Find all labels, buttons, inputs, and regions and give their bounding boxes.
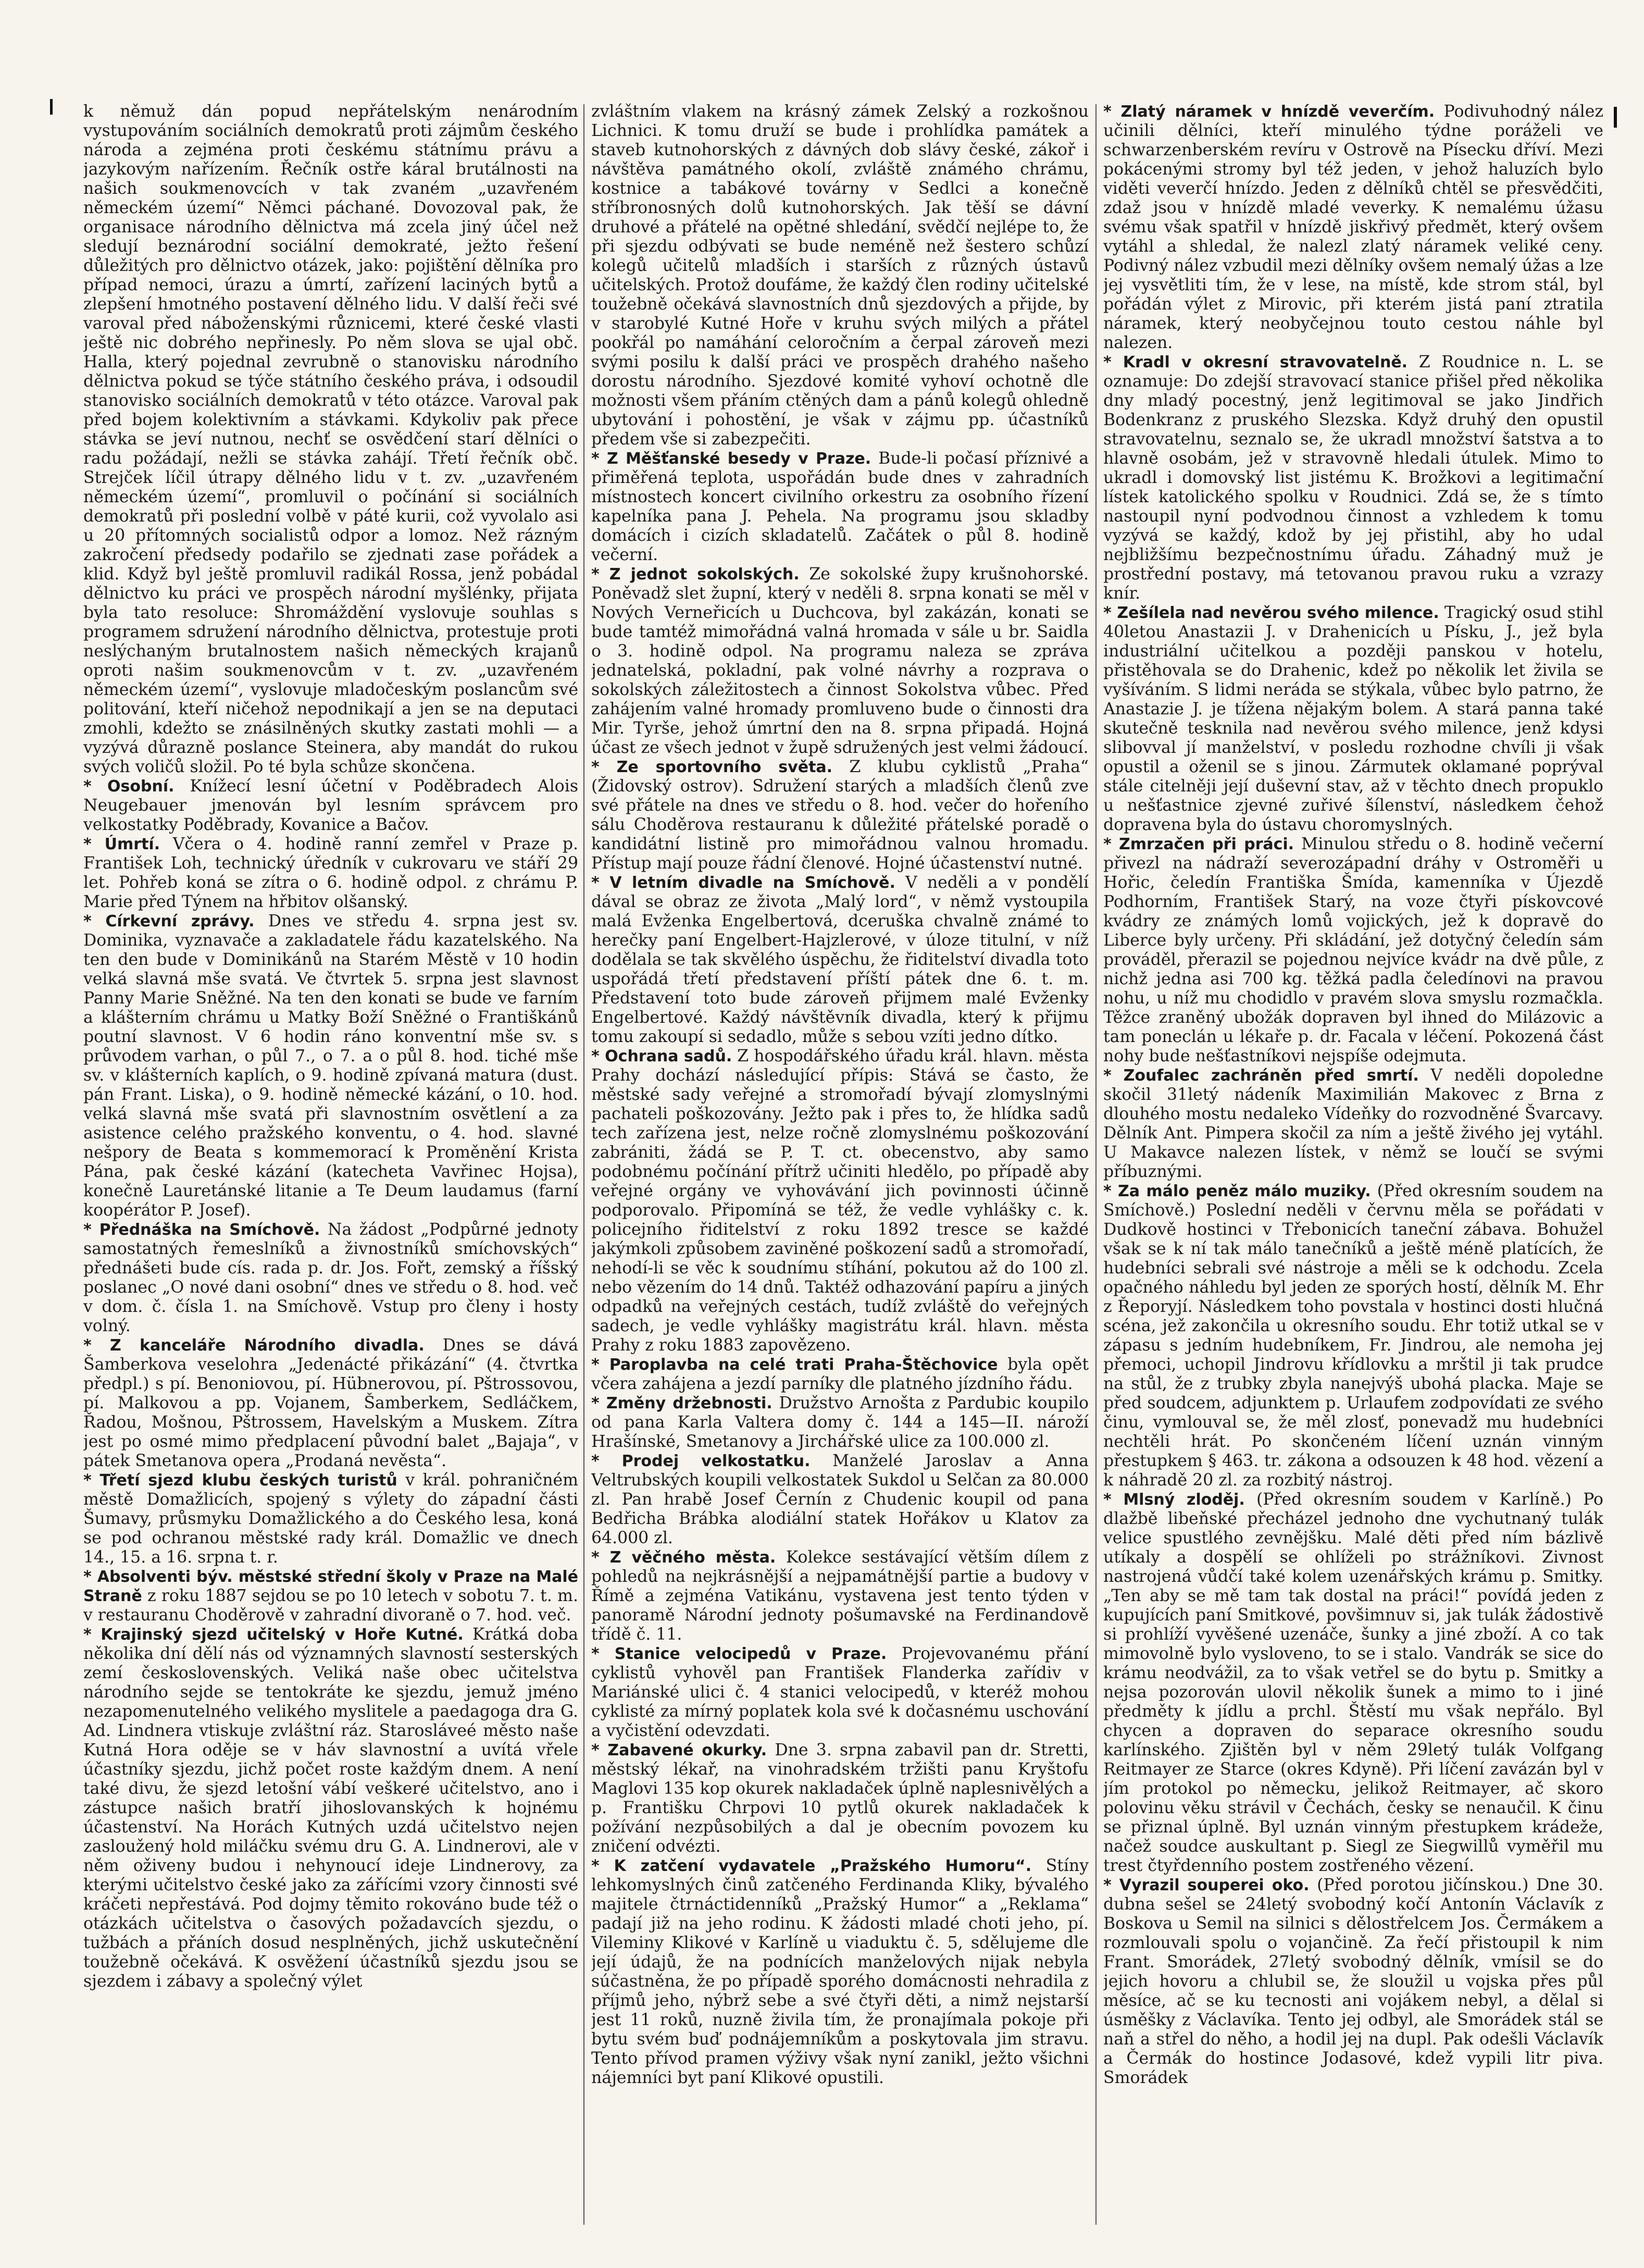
news-item bbox=[83, 1336, 578, 1471]
news-item-headline: * Zabavené okurky. bbox=[591, 1741, 767, 1759]
news-item bbox=[83, 912, 578, 1220]
text-column-3 bbox=[1103, 102, 1603, 2233]
news-item-body: Krátká doba několika dní dělí nás od významných slavností sesterských zemí československých. Veliká naše obec učitelstva národního sejde se tentokráte ke sjezdu, jemuž jméno nezapomenutelného velikého myslitele a paedagoga dra G. Ad. Lindnera vtiskuje zvláštní ráz. Starosláveé město naše Kutná Hora oděje se v háv slavnostní a uvítá vřele účastníky sjezdu, jichž počet roste každým dnem. A není také divu, že sjezd letošní vábí veškeré učitelstvo, ano i zástupce našich bratří jihoslovanských k hojnému účastenství. Na Horách Kutných uzdá učitelstvo nejen zasloužený hold miláčku svému dru G. A. Lindnerovi, ale v něm oživeny budou i nehynoucí ideje Lindnerovy, za kterými učitelstvo české jako za zářícími vzory činnosti své kráčeti nepřestává. Pod dojmy těmito rokováno bude též o otázkách učitelstva o časových požadavcích sjezdu, o tužbách a přáních dosud nesplněných, jichž uskutečnění toužebně očekává. K osvěžení účastníků sjezdu jsou se sjezdem i zábavy a společný výlet bbox=[83, 1625, 578, 1991]
scan-edge-mark bbox=[1614, 107, 1617, 128]
news-item-body: Družstvo Arnošta z Pardubic koupilo od pana Karla Valtera domy č. 144 a 145—II. nároží Hrašínské, Smetanovy a Jirchářské ulice za 100.000 zl. bbox=[591, 1394, 1089, 1451]
news-item-body: Včera o 4. hodině ranní zemřel v Praze p. František Loh, technický úředník v cukrovaru ve stáří 29 let. Pohřeb koná se zítra o 6. hodině odpol. z chrámu P. Marie před Týnem na hřbitov olšanský. bbox=[83, 835, 578, 911]
news-item-headline: * Mlsný zloděj. bbox=[1103, 1491, 1245, 1509]
news-item-body: Z klubu cyklistů „Praha“ (Židovský ostrov). Sdružení starých a mladších členů zve své přátele na dnes ve středu o 8. hod. večer do hořeního sálu Choděrova restauranu k důležité přátelské poradě o kandidátní listině pro mimořádnou valnou hromadu. Přístup mají pouze řádní členové. Hojné účastenství nutné. bbox=[591, 758, 1089, 873]
news-item bbox=[591, 1394, 1089, 1452]
news-item bbox=[591, 758, 1089, 873]
news-item bbox=[591, 1452, 1089, 1548]
news-item-headline: * Třetí sjezd klubu českých turistů bbox=[83, 1471, 397, 1490]
news-item-headline: * Prodej velkostatku. bbox=[591, 1452, 811, 1470]
news-item-body: Stíny lehkomyslných činů zatčeného Ferdinanda Kliky, bývalého majitele čtrnáctidenníků „Pražský Humor“ a „Reklama“ padají již na jeho rodinu. K žádosti mladé choti jeho, pí. Vileminy Klikové v Karlíně u viaduktu č. 5, sdělujeme dle její údajů, že na podnících manželových nijak nebyla súčastněna, že po případě sporého domácnosti nehradila z příjmů jeho, nýbrž sebe a své čtyři děti, a nimž nejstarší jest 11 roků, nuzně živila tím, že pronajímala pokoje při bytu svém buď podnájemníkům a poskytovala jim stravu. Tento přívod pramen výživy však nyní zanikl, ježto všichni nájemníci byt paní Klikové opustili. bbox=[591, 1856, 1089, 2087]
news-item-body: Dnes se dává Šamberkova veselohra „Jedenácté přikázání“ (4. čtvrtka předpl.) s pí. Benoniovou, pí. Hübnerovou, pí. Pštrossovou, pí. Malkovou a pp. Vojanem, Šamberkem, Sedláčkem, Řadou, Mošnou, Pštrossem, Havelským a Muskem. Zítra jest po osmé mimo předplacení původní balet „Bajaja“, v pátek Smetanova opera „Prodaná nevěsta“. bbox=[83, 1336, 578, 1470]
news-item-headline: * Z jednot sokolských. bbox=[591, 565, 800, 584]
news-item-body: byla opět včera zahájena a jezdí parníky dle platného jízdního řádu. bbox=[591, 1355, 1089, 1393]
news-item-headline: * Zmrzačen při práci. bbox=[1103, 835, 1294, 853]
news-item-body: Z Roudnice n. L. se oznamuje: Do zdejší stravovací stanice přišel před několika dny mladý pocestný, jenž legitimoval se jako Jindřich Bodenkranz z pruského Slezska. Když druhý den opustil stravovatelnu, seznalo se, že ukradl množství šatstva a to hlavně osobám, jež v stravovně hledali útulek. Mimo to ukradl i domovský list jistému K. Brožkovi a legitimační lístek katolického spolku v Roudnici. Zdá se, že s tímto nastoupil nyní podvodnou činnost a vzhledem k tomu vyzývá se každý, kdož by jej přistihl, aby ho udal nejbližšímu bezpečnostnímu úřadu. Záhadný muž je prostřední postavy, má tetovanou pravou ruku a vzrazy knír. bbox=[1103, 353, 1603, 603]
news-item bbox=[83, 1471, 578, 1567]
news-item-body: Tragický osud stihl 40letou Anastazii J. v Drahenicích u Písku, J., jež byla industriální učitelkou a později panskou v hotelu, přistěhovala se do Drahenic, kdež po několik let živila se vyšíváním. S lidmi neráda se stýkala, vůbec bylo patrno, že Anastazie J. je tížena nějakým bolem. A stará panna také skutečně tesknila nad nevěrou svého milence, jenž kdysi slibovval jí manželství, v posledu rozhodne chvíli ji však opustil a oženil se s jinou. Zármutek oklamané poprýval stále citelněji její duševní stav, až v těchto dnech propuklo u nešťastnice zjevné zuřivé šílenství, následkem čehož dopravena byla do ústavu choromyslných. bbox=[1103, 603, 1603, 834]
news-item-headline: * Krajinský sjezd učitelský v Hoře Kutné. bbox=[83, 1626, 464, 1644]
news-item-body: Knížecí lesní účetní v Poděbradech Alois Neugebauer jmenován byl lesním správcem pro velkostatky Poděbrady, Kovanice a Bačov. bbox=[83, 777, 578, 834]
news-item-body: Manželé Jaroslav a Anna Veltrubských koupili velkostatek Sukdol u Selčan za 80.000 zl. Pan hrabě Josef Černín z Chudenic koupil od pana Bedřicha Brábka alodiální statek Hořákov u Klatov za 64.000 zl. bbox=[591, 1452, 1089, 1547]
news-item-headline: * Osobní. bbox=[83, 777, 175, 796]
news-item-headline: * Ochrana sadů. bbox=[591, 1047, 732, 1065]
news-item-body: Kolekce sestávající větším dílem z pohledů na nejkrásnější a nejpamátnější partie a budovy v Římě a zejména Vatikánu, vystavena jest tento týden v panoramě Národní jednoty pošumavské na Ferdinandově třídě č. 11. bbox=[591, 1548, 1089, 1644]
news-item-body: Minulou středu o 8. hodině večerní přivezl na nádraží severozápadní dráhy v Ostroměři u Hořic, čeledín Františka Šmída, kamenníka v Újezdě Podhorním, František Starý, na voze čtyři pískovcové kvádry ze známých lomů vojických, jež k dopravě do Liberce byly určeny. Při skládání, jež dotyčný čeledín sám prováděl, přerazil se pojednou nejvíce kvádr na dvě půle, z nichž jedna asi 700 kg. těžká padla čeledínovi na pravou nohu, u níž mu chodidlo v pravém slova smyslu rozmačkla. Těžce zraněný ubožák dopraven byl ihned do Milázovic a tam poneclán u lékaře p. dr. Facala v léčení. Pokozená část nohy bude nešťastníkovi nejspíše odejmuta. bbox=[1103, 835, 1603, 1065]
news-item bbox=[1103, 1182, 1603, 1490]
news-item bbox=[591, 1644, 1089, 1741]
news-item-body: Projevovanému přání cyklistů vyhověl pan František Flanderka zařídiv v Mariánské ulici č. 4 stanici velocipedů, v kteréž mohou cyklisté za mírný poplatek kola své k dočasnému uschování a vyčistění odevzdati. bbox=[591, 1644, 1089, 1740]
news-item-headline: * Kradl v okresní stravovatelně. bbox=[1103, 353, 1408, 371]
news-item-headline: * V letním divadle na Smíchově. bbox=[591, 874, 895, 892]
news-item-body: zvláštním vlakem na krásný zámek Zelský a rozkošnou Lichnici. K tomu druží se bude i prohlídka památek a staveb kutnohorských z dávných dob slávy české, zákoř i návštěva památného okolí, zvláště známého chrámu, kostnice a tabákové továrny v Sedlci a konečně stříbronosných dolů kutnohorských. Jak těší se dávní druhové a přátelé na opětné shledání, svědčí nejlépe to, že při sjezdu odbývati se bude neméně než šestero schůzí kolegů učitelů mladších i starších z různých ústavů učitelských. Protož doufáme, že každý člen rodiny učitelské toužebně očekává slavnostních dnů sjezdových a přijde, by v starobylé Kutné Hoře v kruhu svých milých a přátel pookřál po namáhání celoročním a čerpal zároveň mezi svými posilu k další práci ve prospěch drahého našeho dorostu národního. Sjezdové komité vyhoví ochotně dle možnosti všem přáním ctěných dam a pánů kolegů ohledně ubytování i pohostění, je však v zájmu pp. účastníků předem vše si zabezpečiti. bbox=[591, 102, 1089, 449]
news-item-body: (Před okresním soudem na Smíchově.) Poslední neděli v červnu měla se pořádati v Dudkově hostinci v Třebonicích taneční zábava. Bohužel však se k ní tak málo tanečníků a ještě méně platících, že hudebníci sebrali své nástroje a měli se k odchodu. Zcela opačného náhledu byl jeden ze sporých hostí, dělník M. Ehr z Řeporyjí. Následkem toho povstala v hostinci dosti hlučná scéna, jež zakončila u okresního soudu. Ehr totiž utkal se v zápasu s jedním hudebníkem, Fr. Jindrou, ale nemoha jej přemoci, uchopil Jindrovu křídlovku a mrštil ji tak prudce na stůl, že z trubky zbyla nanejvýš ubohá placka. Maje se před soudcem, adjunktem p. Urlaufem zodpovídati ze svého činu, vymlouval se, že měl zlosť, ponevadž mu hudebníci nechtěli hrát. Po skončeném líčení uznán vinným přestupkem § 463. tr. zákona a odsouzen k 48 hod. vězení a k náhradě 20 zl. za rozbitý nástroj. bbox=[1103, 1182, 1603, 1490]
news-item-body: Podivuhodný nález učinili dělníci, kteří minulého týdne poráželi ve schwarzenberském revíru v Ostrově na Písecku dříví. Mezi pokácenými stromy byl též jeden, v jehož haluzích bylo viděti veverčí hnízdo. Jeden z dělníků chtěl se přesvědčiti, zdaž jsou v hnízdě mladé veverky. K nemalému úžasu svému však spatřil v hnízdě jiskřivý předmět, který ovšem vytáhl a shledal, že nalezl zlatý náramek veliké ceny. Podivný nález vzbudil mezi dělníky ovšem nemalý úžas a lze jej vysvětliti tím, že v lese, na místě, kde strom stál, byl pořádán výlet z Mirovic, při kterém jistá paní ztratila náramek, který neobyčejnou touto cestou náhle byl nalezen. bbox=[1103, 102, 1603, 352]
column-divider bbox=[1095, 104, 1097, 2225]
news-item bbox=[1103, 1066, 1603, 1182]
news-item bbox=[1103, 1876, 1603, 2088]
news-item-body: Dne 3. srpna zabavil pan dr. Stretti, městský lékař, na vinohradském tržišti panu Kryštofu Maglovi 135 kop okurek nakladaček úplně naplesnivělých a p. Františku Chrpovi 10 pytlů okurek nakladaček k požívání nezpůsobilých a dal je obecním povozem ku zničení odvézti. bbox=[591, 1741, 1089, 1856]
news-item-headline: * Absolventi býv. městské střední školy v Praze na Malé Straně bbox=[83, 1568, 578, 1605]
news-item bbox=[591, 565, 1089, 758]
news-item bbox=[83, 102, 578, 777]
news-item-headline: * Z Měšťanské besedy v Praze. bbox=[591, 450, 871, 468]
news-item-headline: * Změny držebnosti. bbox=[591, 1394, 773, 1412]
news-item-headline: * Za málo peněz málo muziky. bbox=[1103, 1182, 1371, 1200]
news-item bbox=[83, 777, 578, 835]
news-item-headline: * Stanice velocipedů v Praze. bbox=[591, 1645, 887, 1663]
news-item-body: z roku 1887 sejdou se po 10 letech v sobotu 7. t. m. v restauranu Choděrově v zahradní divoraně o 7. hod. več. bbox=[83, 1587, 578, 1625]
news-item-body: Ze sokolské župy krušnohorské. Poněvadž slet župní, který v neděli 8. srpna konati se měl v Nových Verneřicích u Duchcova, byl zakázán, konati se bude tamtéž mimořádná valná hromada v sále u br. Saidla o 3. hodině odpol. Na programu naleza se zpráva jednatelská, pokladní, pak volné návrhy a rozprava o sokolských záležitostech a činnost Sokolstva vůbec. Před zahájením valné hromady promluveno bude o činnosti dra Mir. Tyrše, jehož úmrtní den na 8. srpna připadá. Hojná účast ze všech jednot v župě sdružených jest velmi žádoucí. bbox=[591, 565, 1089, 757]
news-item-body: V neděli a v pondělí dával se obraz ze života „Malý lord“, v němž vystoupila malá Evženka Engelbertová, dceruška chvalně známé to herečky paní Engelbert-Hajzlerové, v úloze titulní, v níž dodělala se tak skvělého úspěchu, že řiditelství divadla toto uspořádá třetí představení příští pátek dne 6. t. m. Představení toto bude zároveň přijmem malé Evženky Engelbertové. Každý návštěvník divadla, který k přijmu tomu zakoupí si sedadlo, může s sebou vzíti jedno dítko. bbox=[591, 873, 1089, 1046]
news-item-body: (Před porotou jičínskou.) Dne 30. dubna sešel se 24letý svobodný kočí Antonín Václavík z Boskova u Semil na silnici s dělostřelcem Jos. Čermákem a rozmlouvali spolu o vojančině. Za řečí přistoupil k nim Frant. Smorádek, 27letý svobodný dělník, vmísil se do jejich hovoru a chlubil se, že sloužil u vojska přes půl měsíce, ač se ku tecnosti ani vojákem nebyl, a dělal si úsměšky z Václavíka. Tento jej odbyl, ale Smorádek stál se naň a střel do něho, a hodil jej na dupl. Pak odešli Václavík a Čermák do hostince Jodasové, kdež vypili litr piva. Smorádek bbox=[1103, 1876, 1603, 2087]
news-item bbox=[83, 835, 578, 912]
news-item bbox=[591, 102, 1089, 449]
scan-edge-mark bbox=[50, 99, 53, 115]
news-item-headline: * K zatčení vydavatele „Pražského Humoru“. bbox=[591, 1857, 1032, 1875]
news-item bbox=[83, 1625, 578, 1991]
news-item-body: V neděli dopoledne skočil 31letý nádeník Maximilián Makovec z Brna z dlouhého mostu nedaleko Vídeňky do rozvodněné Švarcavy. Dělník Ant. Pimpera skočil za ním a ještě živého jej vytáhl. U Makavce nalezen lístek, v němž se loučí se svými příbuznými. bbox=[1103, 1066, 1603, 1181]
news-item bbox=[591, 1047, 1089, 1355]
news-item-headline: * Zoufalec zachráněn před smrtí. bbox=[1103, 1067, 1419, 1085]
text-column-2 bbox=[591, 102, 1089, 2233]
news-item bbox=[83, 1220, 578, 1336]
news-item-headline: * Z věčného města. bbox=[591, 1548, 776, 1567]
news-item bbox=[1103, 102, 1603, 353]
news-item-headline: * Zešílela nad nevěrou svého milence. bbox=[1103, 604, 1439, 622]
news-item bbox=[591, 449, 1089, 565]
news-item bbox=[591, 1741, 1089, 1856]
news-item bbox=[1103, 1490, 1603, 1876]
news-item bbox=[591, 1548, 1089, 1644]
news-item-body: v král. pohraničném městě Domažlicích, spojený s výlety do západní části Šumavy, průsmyku Domažlického a do Českého lesa, koná se pod ochranou městské rady král. Domažlic ve dnech 14., 15. a 16. srpna t. r. bbox=[83, 1471, 578, 1567]
news-item-headline: * Přednáška na Smíchově. bbox=[83, 1221, 320, 1239]
news-item bbox=[591, 1856, 1089, 2088]
news-item bbox=[1103, 835, 1603, 1066]
news-item-headline: * Z kanceláře Národního divadla. bbox=[83, 1336, 425, 1355]
news-item-body: k němuž dán popud nepřátelským nenárodním vystupováním sociálních demokratů proti zájmům českého národa a zejména proti českému státnímu právu a jazykovým nařízením. Řečník ostře káral brutálnosti na našich soukmenovcích v tak zvaném „uzavřeném německém území“ Němci páchané. Dovozoval pak, že organisace národního dělnictva má zcela jiný účel než sledují beznárodní sociální demokraté, ježto řešení důležitých pro dělnictvo otázek, jako: pojištění dělníka pro případ nemoci, úrazu a úmrtí, zařízení laciných bytů a zlepšení hmotného postavení dělného lidu. V další řeči své varoval před náboženskými různicemi, které české vlasti ještě nic dobrého nepřinesly. Po něm slova se ujal obč. Halla, který pojednal zevrubně o stanovisku národního dělnictva pokud se týče státního českého práva, i odsoudil stanovisko sociálních demokratů v této otázce. Varoval pak před bojem kolektivním a stávkami. Kdykoliv pak přece stávka se jeví nutnou, nechť se osvědčení starí dělníci o radu požádají, nežli se stávka zahájí. Třetí řečník obč. Strejček líčil útrapy dělného lidu v t. zv. „uzavřeném německém území“, promluvil o počínání si sociálních demokratů při poslední volbě v páté kurii, což vyvolalo asi u 20 přítomných socialistů odpor a lomoz. Než rázným zakročení předsedy podařilo se zjednati zase pořádek a klid. Když byl ještě promluvil radikál Rossa, jenž pobádal dělnictvo ku práci ve prospěch národní myšlénky, přijata byla tato resoluce: Shromáždění vyslovuje souhlas s programem sdružení národního dělnictva, protestuje proti neslýchaným brutalnostem našich německých krajanů oproti našim soukmenovcům v t. zv. „uzavřeném německém území“, vyslovuje mladočeským poslancům své politování, kteří ničehož nepodnikají a jen se na deputaci zmohli, kdežto se znásilněných skutky zastati mohli — a vyzývá důrazně poslance Steinera, aby mandát do rukou svých voličů složil. Po té byla schůze skončena. bbox=[83, 102, 578, 776]
news-item-body: Dnes ve středu 4. srpna jest sv. Dominika, vyznavače a zakladatele řádu kazatelského. Na ten den bude v Dominikánů na Starém Městě v 10 hodin velká slavná mše svatá. Ve čtvrtek 5. srpna jest slavnost Panny Marie Sněžné. Na ten den konati se bude ve farním a klášterním chrámu u Matky Boží Sněžné o Františkánů poutní slavnost. V 6 hodin ráno konventní mše sv. s průvodem varhan, o půl 7., o 7. a o půl 8. hod. tiché mše sv. v klášterních kaplích, o 9. hodině zpívaná matura (dust. pán Frant. Liska), o 9. hodině německé kázání, o 10. hod. velká slavná mše svatá při slavnostním osvětlení a za asistence celého pražského konventu, o 4. hod. slavné nešpory de Beata s kommemorací k Proměnění Krista Pána, pak české kázání (katecheta Vavřinec Hojsa), konečně Lauretánské litanie a Te Deum laudamus (farní koopérátor P. Josef). bbox=[83, 912, 578, 1220]
news-item-headline: * Úmrtí. bbox=[83, 835, 160, 853]
news-item bbox=[591, 1355, 1089, 1394]
news-item-headline: * Paroplavba na celé trati Praha-Štěchovice bbox=[591, 1356, 998, 1374]
news-item-headline: * Zlatý náramek v hnízdě veverčím. bbox=[1103, 103, 1435, 121]
news-item-headline: * Ze sportovního světa. bbox=[591, 758, 833, 776]
news-item bbox=[1103, 353, 1603, 603]
news-item bbox=[83, 1567, 578, 1625]
news-item-headline: * Vyrazil souperei oko. bbox=[1103, 1876, 1310, 1894]
news-item bbox=[1103, 603, 1603, 835]
news-item-body: (Před okresním soudem v Karlíně.) Po dlažbě libeňské přecházel jednoho dne vychutnaný tulák velice spustlého zevnějšku. Malé děti před ním bázlivě utíkaly a dospělí se ohlíželi po strážníkovi. Zivnost nastrojená vůdčí také kolem uzenářských krámu p. Smitky. „Ten aby se mě tam tak dostal na práci!“ povídá jeden z kupujících paní Smitkové, povšimnuv si, jak tulák žádostivě si prohlíží vyvěšené uzenáče, šunky a jiné zboží. A co tak mimovolně bylo vysloveno, to se i stalo. Vandrák se sice do krámu neodvážil, za to však vetřel se do bytu p. Smitky a nejsa pozorován ulovil několik šunek a mimo to i jiné předměty k jídlu a prchl. Štěstí mu však nepřálo. Byl chycen a dopraven do separace okresního soudu karlínského. Zjištěn byl v něm 29letý tulák Volfgang Reitmayer ze Starce (okres Kdyně). Při líčení zavázán byl v jím protokol po německu, jelikož Reitmayer, ač skoro polovinu věku strávil v Čechách, česky se nenaučil. K činu se přiznal úplně. Byl uznán vinným přestupkem krádeže, načež soudce auskultant p. Siegl ze Siegwillů vyměřil mu trest čtyřdenního postem zostřeného vězení. bbox=[1103, 1490, 1603, 1875]
news-item-body: Z hospodářského úřadu král. hlavn. města Prahy dochází následující přípis: Stává se často, že městské sady veřejné a stromořadí bývají zlomyslnými pachateli poškozovány. Ježto pak i přes to, že hlídka sadů tech zařízena jest, nelze ročně zlomyslnému poškozování zabrániti, žádá se P. T. ct. obecenstvo, aby samo podobnému počínání přítrž učiniti hledělo, po případě aby veřejné orgány ve vyhovávání jich povinnosti účinně podporovalo. Připomíná se též, že vedle vyhlášky c. k. policejního řiditelství z roku 1892 tresce se každé jakýmkoli způsobem zaviněné poškození sadů a stromořadí, nehodí-li se věc k soudnímu stíhání, pokutou až do 100 zl. nebo vězením do 14 dnů. Taktéž odhazování papíru a jiných odpadků na veřejných cestách, tudíž zvláště do veřejných sadech, je vedle vyhlášky magistrátu král. hlavn. města Prahy z roku 1883 zapovězeno. bbox=[591, 1047, 1089, 1355]
column-divider bbox=[583, 104, 584, 2225]
news-item-body: Na žádost „Podpůrné jednoty samostatných řemeslníků a živnostníků smíchovských“ přednášeti bude cís. rada p. dr. Jos. Fořt, zemský a říšský poslanec „O nové dani osobní“ dnes ve středu o 8. hod. več v dom. č. čísla 1. na Smíchově. Vstup pro členy i hosty volný. bbox=[83, 1220, 578, 1335]
text-column-1 bbox=[83, 102, 578, 2233]
news-item bbox=[591, 873, 1089, 1047]
news-item-headline: * Církevní zprávy. bbox=[83, 912, 255, 931]
news-item-body: Bude-li počasí příznivé a přiměřená teplota, uspořádán bude dnes v zahradních místnostech koncert civilního orkestru za osobního řízení kapelníka pana J. Pehela. Na programu jsou skladby domácích i cizích skladatelů. Začátek o půl 8. hodině večerní. bbox=[591, 449, 1089, 564]
